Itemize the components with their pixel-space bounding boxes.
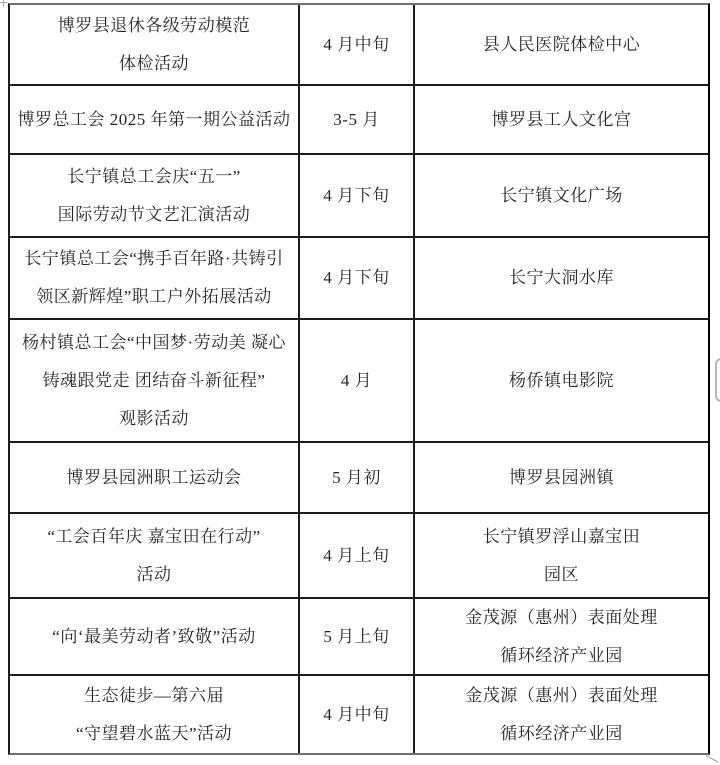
- cell-text-line: 长宁大洞水库: [509, 268, 614, 287]
- cell-time: [300, 599, 415, 674]
- resize-handle-artifact: [706, 755, 719, 762]
- cell-text-line: 博罗总工会 2025 年第一期公益活动: [17, 109, 291, 129]
- cell-location: [415, 155, 708, 236]
- cell-text-line: 领区新辉煌”职工户外拓展活动: [36, 287, 272, 306]
- cell-text-line: 长宁镇总工会庆“五一”: [67, 166, 241, 186]
- cell-text-line: 杨村镇总工会“中国梦·劳动美 凝心: [22, 332, 286, 352]
- cell-time: [300, 676, 415, 753]
- table-row: [10, 599, 708, 676]
- cell-text-line: 4 月下旬: [323, 185, 390, 205]
- table-row: [10, 443, 708, 514]
- table-row: [10, 5, 708, 86]
- cell-activity: [10, 155, 300, 236]
- cell-text-line: 5 月上旬: [323, 626, 390, 646]
- cell-location: [415, 443, 708, 512]
- cell-location: [415, 86, 708, 153]
- cell-location: [415, 5, 708, 84]
- table-row: [10, 514, 708, 599]
- cell-text-line: 长宁镇总工会“携手百年路·共铸引: [24, 249, 284, 268]
- cell-text-line: 4 月中旬: [323, 34, 390, 54]
- cell-activity: [10, 676, 300, 753]
- cell-text-line: 铸魂跟党走 团结奋斗新征程”: [42, 370, 266, 390]
- cell-text-line: 活动: [136, 564, 172, 584]
- cell-text-line: 金茂源（惠州）表面处理: [465, 685, 658, 705]
- cell-activity: [10, 514, 300, 597]
- cell-activity: [10, 599, 300, 674]
- cell-text-line: 园区: [544, 564, 579, 584]
- cell-text-line: 长宁镇文化广场: [500, 185, 623, 205]
- cell-activity: [10, 320, 300, 441]
- cell-time: [300, 86, 415, 153]
- cell-time: [300, 5, 415, 84]
- cell-activity: [10, 86, 300, 153]
- cell-time: [300, 443, 415, 512]
- cell-text-line: 长宁镇罗浮山嘉宝田: [482, 526, 641, 546]
- cell-text-line: 4 月中旬: [323, 704, 390, 724]
- table-row: [10, 320, 708, 443]
- cell-text-line: 金茂源（惠州）表面处理: [465, 607, 658, 627]
- table-row: [10, 86, 708, 155]
- cell-activity: [10, 5, 300, 84]
- cell-location: [415, 320, 708, 441]
- cell-text-line: 国际劳动节文艺汇演活动: [57, 204, 251, 224]
- cell-text-line: 4 月: [340, 370, 373, 390]
- cell-text-line: 博罗县工人文化宫: [491, 109, 632, 129]
- cell-activity: [10, 443, 300, 512]
- cell-text-line: 循环经济产业园: [500, 723, 623, 743]
- cell-location: [415, 599, 708, 674]
- cell-text-line: 县人民医院体检中心: [482, 34, 641, 54]
- scrollbar-thumb[interactable]: [715, 358, 720, 402]
- cell-text-line: 循环经济产业园: [500, 645, 623, 665]
- cell-text-line: 博罗县园洲镇: [509, 467, 614, 487]
- table-row: [10, 238, 708, 320]
- cell-time: [300, 238, 415, 318]
- cell-text-line: 3-5 月: [333, 109, 380, 129]
- cell-text-line: 杨侨镇电影院: [509, 370, 614, 390]
- cell-time: [300, 514, 415, 597]
- cell-location: [415, 514, 708, 597]
- table-row: [10, 676, 708, 753]
- cell-time: [300, 320, 415, 441]
- cell-text-line: “向‘最美劳动者’致敬”活动: [52, 626, 256, 646]
- cell-text-line: 体检活动: [119, 53, 189, 73]
- cell-location: [415, 676, 708, 753]
- cell-text-line: “工会百年庆 嘉宝田在行动”: [47, 526, 261, 546]
- cell-text-line: 生态徒步—第六届: [84, 685, 224, 705]
- cell-text-line: 博罗县退休各级劳动模范: [57, 15, 251, 35]
- cell-time: [300, 155, 415, 236]
- cell-text-line: 4 月上旬: [323, 545, 390, 565]
- cell-activity: [10, 238, 300, 318]
- activity-schedule-table: [8, 3, 710, 755]
- cell-text-line: 观影活动: [119, 408, 189, 428]
- crop-mark-icon: [0, 2, 7, 3]
- cell-text-line: 5 月初: [332, 467, 381, 487]
- cell-location: [415, 238, 708, 318]
- cell-text-line: 4 月下旬: [323, 268, 390, 287]
- cell-text-line: 博罗县园洲职工运动会: [66, 467, 242, 487]
- table-row: [10, 155, 708, 238]
- cell-text-line: “守望碧水蓝天”活动: [75, 723, 233, 743]
